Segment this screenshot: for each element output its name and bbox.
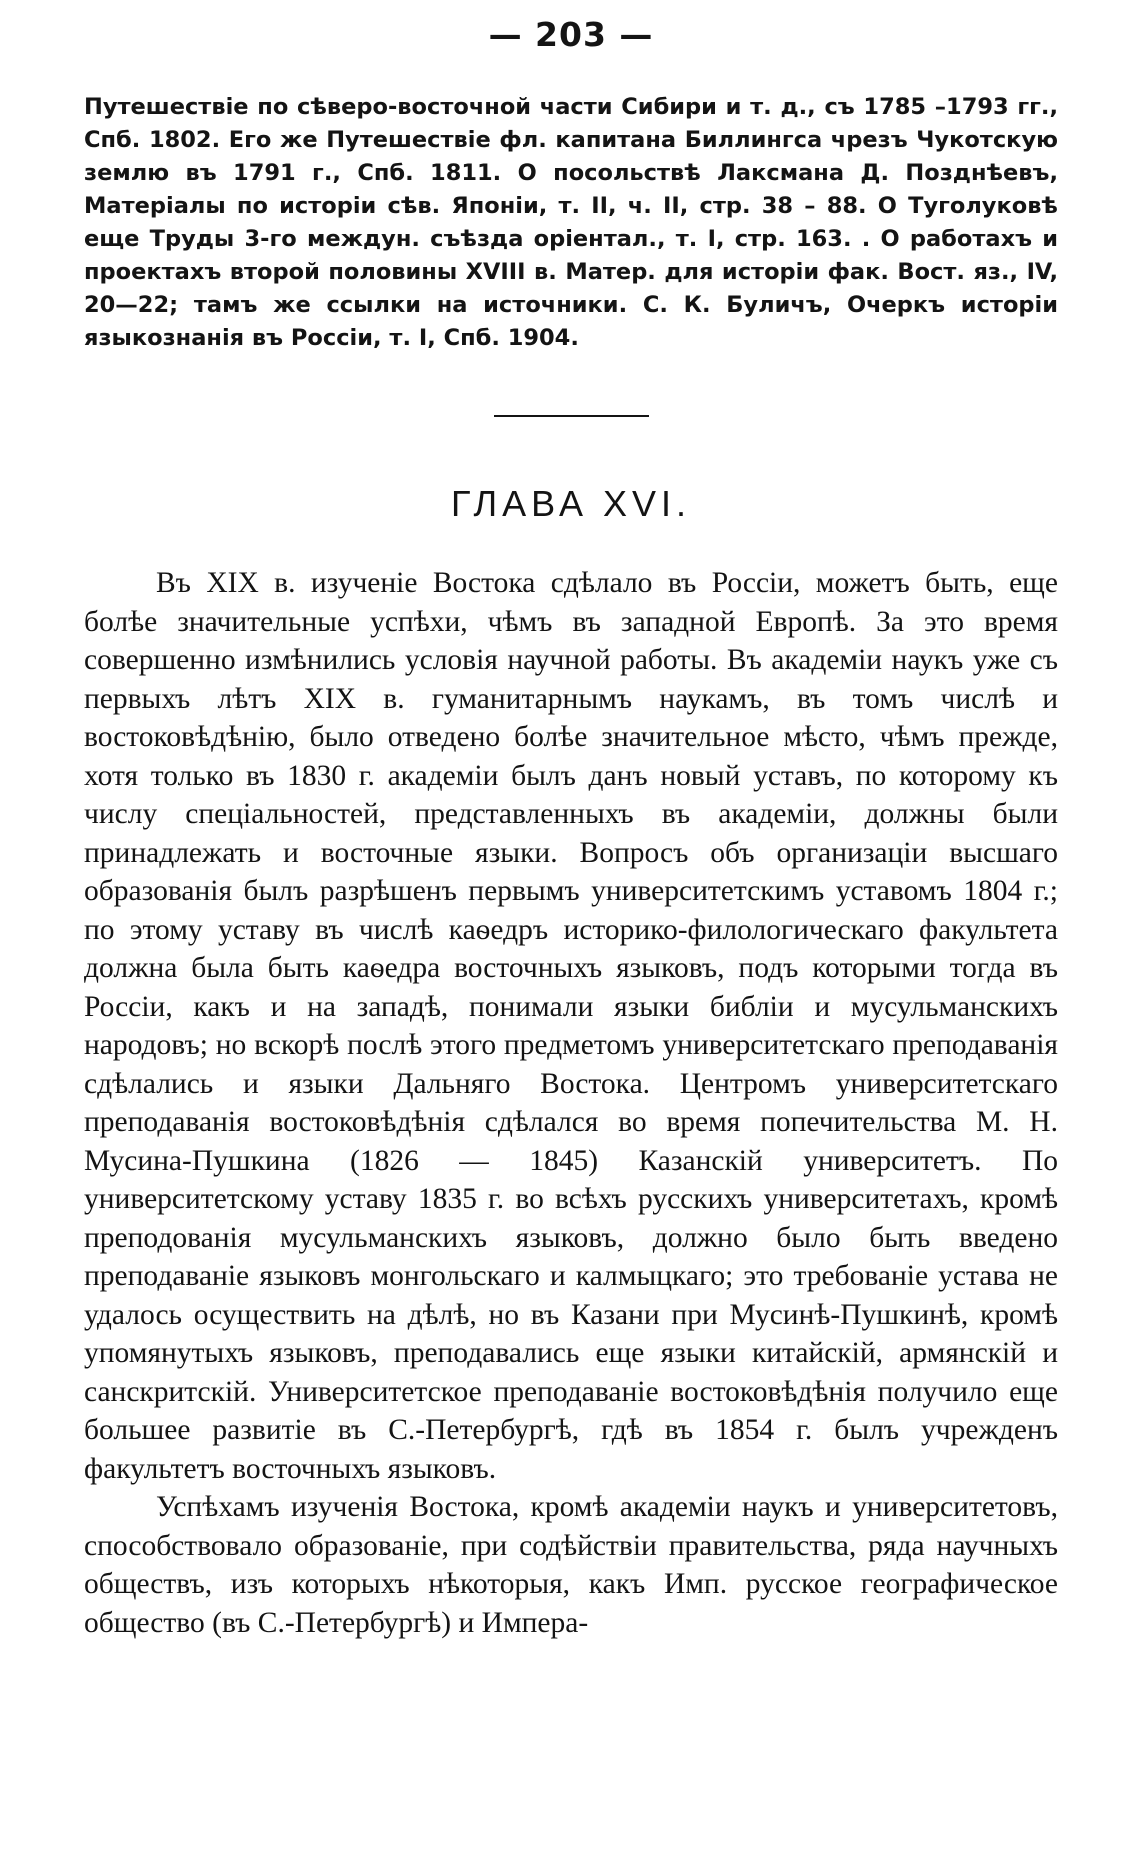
chapter-body: [84, 564, 1058, 1642]
bibliography-footnote: Путешествіе по сѣверо-восточной части Сибири и т. д., съ 1785 –1793 гг., Спб. 1802. Его же Путешествіе фл. капитана Биллингса чрезъ Чукотскую землю въ 1791 г., Спб. 1811. О посольствѣ Лаксмана Д. Позднѣевъ, Матеріалы по исторіи сѣв. Японіи, т. II, ч. II, стр. 38 – 88. О Туголуковѣ еще Труды 3-го междун. съѣзда оріентал., т. I, стр. 163. . О работахъ и проектахъ второй половины XVIII в. Матер. для исторіи фак. Вост. яз., IV, 20—22; тамъ же ссылки на источники. С. К. Буличъ, Очеркъ исторіи языкознанія въ Россіи, т. I, Спб. 1904.: [84, 94, 1058, 351]
paragraph: Въ XIX в. изученіе Востока сдѣлало въ Россіи, можетъ быть, еще болѣе значительные успѣхи, чѣмъ въ западной Европѣ. За это время совершенно измѣнились условія научной работы. Въ академіи наукъ уже съ первыхъ лѣтъ XIX в. гуманитарнымъ наукамъ, въ томъ числѣ и востоковѣдѣнію, было отведено болѣе значительное мѣсто, чѣмъ прежде, хотя только въ 1830 г. академіи былъ данъ новый уставъ, по которому къ числу спеціальностей, представленныхъ въ академіи, должны были принадлежать и восточные языки. Вопросъ объ организаціи высшаго образованія былъ разрѣшенъ первымъ университетскимъ уставомъ 1804 г.; по этому уставу въ числѣ каѳедръ историко-филологическаго факультета должна была быть каѳедра восточныхъ языковъ, подъ которыми тогда въ Россіи, какъ и на западѣ, понимали языки библіи и мусульманскихъ народовъ; но вскорѣ послѣ этого предметомъ университетскаго преподаванія сдѣлались и языки Дальняго Востока. Центромъ университетскаго преподаванія востоковѣдѣнія сдѣлался во время попечительства М. Н. Мусина-Пушкина (1826 — 1845) Казанскій университетъ. По университетскому уставу 1835 г. во всѣхъ русскихъ университетахъ, кромѣ преподованія мусульманскихъ языковъ, должно было быть введено преподаваніе языковъ монгольскаго и калмыцкаго; это требованіе устава не удалось осуществить на дѣлѣ, но въ Казани при Мусинѣ-Пушкинѣ, кромѣ упомянутыхъ языковъ, преподавались еще языки китайскій, армянскій и санскритскій. Университетское преподаваніе востоковѣдѣнія получило еще большее развитіе въ С.-Петербургѣ, гдѣ въ 1854 г. былъ учрежденъ факультетъ восточныхъ языковъ.: [84, 567, 1058, 1485]
book-page: [84, 15, 1058, 1642]
paragraph: Успѣхамъ изученія Востока, кромѣ академіи наукъ и университетовъ, способствовало образованіе, при содѣйствіи правительства, ряда научныхъ обществъ, изъ которыхъ нѣкоторыя, какъ Имп. русское географическое общество (въ С.-Петербургѣ) и Импера-: [84, 1491, 1058, 1639]
page-number: — 203 —: [488, 15, 654, 54]
chapter-heading: ГЛАВА XVI.: [451, 483, 691, 524]
section-divider: [494, 415, 649, 417]
